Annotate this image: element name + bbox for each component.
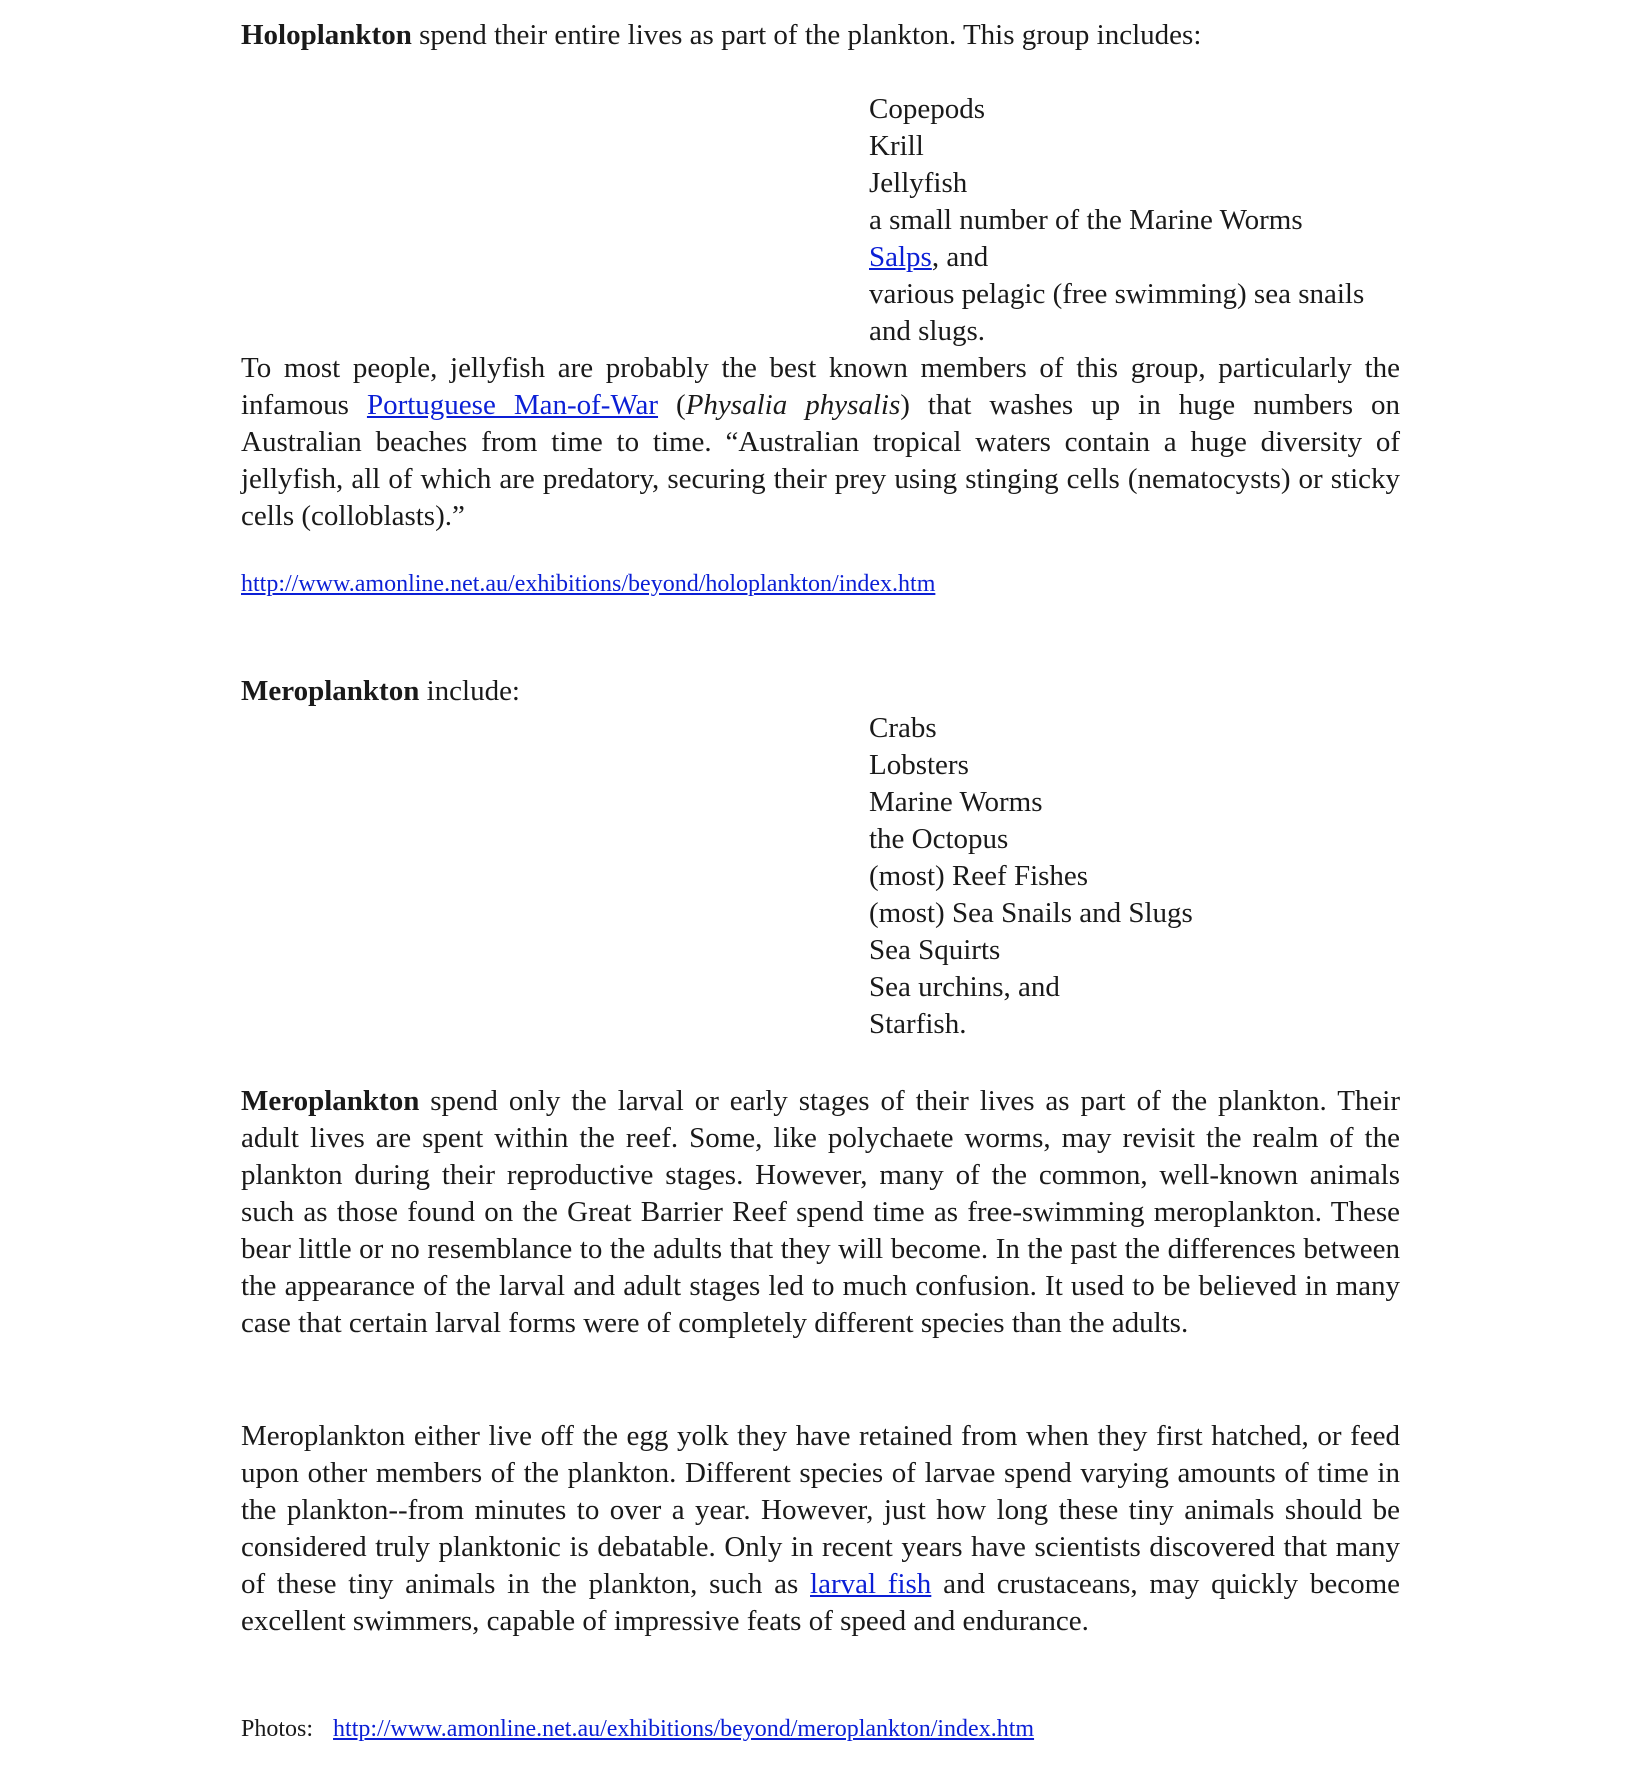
list-item: (most) Sea Snails and Slugs [869, 897, 1193, 929]
meroplankton-paragraph-1 [241, 1083, 1400, 1342]
meroplankton-term: Meroplankton [241, 675, 420, 707]
photos-label: Photos: [241, 1716, 314, 1742]
list-item: Lobsters [869, 749, 969, 781]
photos-line [241, 1714, 1034, 1744]
list-item: Crabs [869, 712, 937, 744]
list-item-text: , and [931, 241, 989, 273]
paragraph-text: spend only the larval or early stages of their lives as part of the plankton. Their adult lives are spent within the reef. Some, like polychaete worms, may revisit the realm of the plankton during their reproductive stages. However, many of the common, well-known animals such as those found on the Great Barrier Reef spend time as free-swimming meroplankton. These bear little or no resemblance to the adults that they will become. In the past the differences between the appearance of the larval and adult stages led to much confusion. It used to be believed in many case that certain larval forms were of completely different species than the adults. [241, 1085, 1400, 1339]
paragraph-text: and crustaceans, may quickly become excellent swimmers, capable of impressive feats of speed and endurance. [241, 1568, 1401, 1637]
jellyfish-paragraph [241, 350, 1400, 535]
meroplankton-url-link[interactable]: http://www.amonline.net.au/exhibitions/beyond/meroplankton/index.htm [333, 1716, 1035, 1742]
paragraph-text: ) that washes up in huge numbers on Australian beaches from time to time. “Australian tropical waters contain a huge diversity of jellyfish, all of which are predatory, securing their prey using stinging cells (nematocysts) or sticky cells (colloblasts).” [241, 389, 1400, 532]
paragraph-text: To most people, jellyfish are probably the best known members of this group, particularly the infamous [241, 352, 1400, 421]
meroplankton-term: Meroplankton [241, 1085, 420, 1117]
list-item: Sea urchins, and [869, 971, 1060, 1003]
list-item: various pelagic (free swimming) sea snails and slugs. [869, 278, 1365, 347]
paragraph-text: ( [658, 389, 686, 421]
holoplankton-url-line [241, 569, 935, 599]
list-item: Sea Squirts [869, 934, 1001, 966]
list-item: Copepods [869, 93, 985, 125]
portuguese-man-of-war-link[interactable]: Portuguese Man-of-War [366, 389, 659, 421]
list-item: Krill [869, 130, 924, 162]
list-item: (most) Reef Fishes [869, 860, 1089, 892]
list-item [869, 239, 1400, 276]
list-item: the Octopus [869, 823, 1009, 855]
holoplankton-intro-text: spend their entire lives as part of the plankton. This group includes: [411, 19, 1202, 51]
paragraph-text: Meroplankton either live off the egg yolk they have retained from when they first hatched, or feed upon other members of the plankton. Different species of larvae spend varying amounts of time in the plankton--from minutes to over a year. However, just how long these tiny animals should be considered truly planktonic is debatable. Only in recent years have scientists discovered that many of these tiny animals in the plankton, such as [241, 1420, 1400, 1600]
scientific-name: Physalia physalis [685, 389, 901, 421]
larval-fish-link[interactable]: larval fish [810, 1568, 932, 1600]
meroplankton-paragraph-2 [241, 1418, 1400, 1640]
holoplankton-term: Holoplankton [241, 19, 412, 51]
salps-link[interactable]: Salps [869, 241, 932, 273]
holoplankton-url-link[interactable]: http://www.amonline.net.au/exhibitions/beyond/holoplankton/index.htm [241, 571, 936, 597]
meroplankton-intro-text: include: [419, 675, 520, 707]
list-item: Starfish. [869, 1008, 967, 1040]
meroplankton-list [869, 710, 1193, 1043]
holoplankton-intro [241, 17, 1400, 54]
meroplankton-intro [241, 673, 1400, 710]
list-item: a small number of the Marine Worms [869, 204, 1303, 236]
list-item: Marine Worms [869, 786, 1043, 818]
list-item: Jellyfish [869, 167, 968, 199]
holoplankton-list [869, 91, 1400, 350]
